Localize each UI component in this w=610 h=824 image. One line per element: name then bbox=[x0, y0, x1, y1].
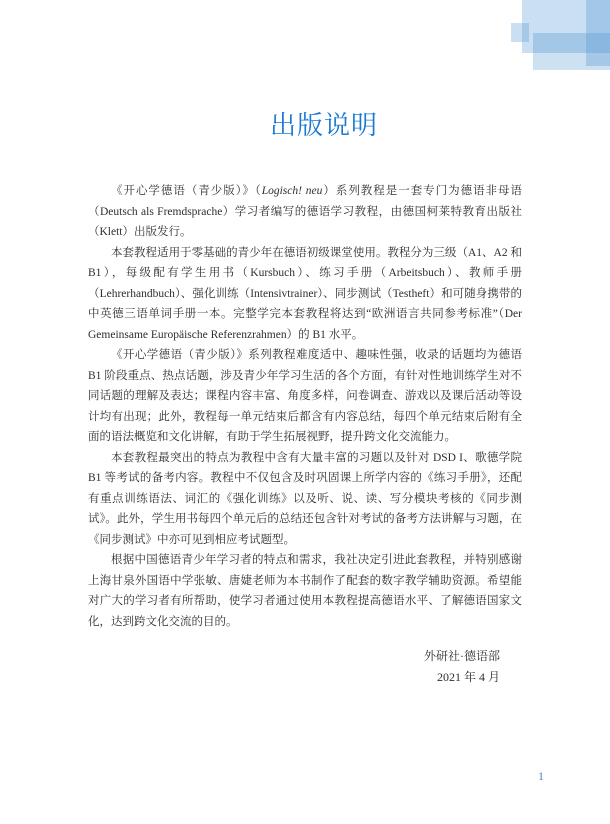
paragraph bbox=[88, 243, 522, 346]
paragraph-text: 根据中国德语青少年学习者的特点和需求，我社决定引进此套教程，并特别感谢上海甘泉外国语中学张敏、唐婕老师为本书制作了配套的数字教学辅助资源。希望能对广大的学习者有所帮助，使学习者通过使用本教程提高德语水平、了解德语国家文化，达到跨文化交流的目的。 bbox=[88, 554, 522, 628]
signature-block bbox=[424, 646, 500, 687]
paragraph-text: 《开心学德语（青少版）》（ bbox=[111, 185, 262, 197]
decoration-square-small bbox=[511, 23, 529, 42]
signature-date: 2021 年 4 月 bbox=[436, 669, 500, 684]
decoration-square-large bbox=[522, 0, 610, 53]
page-number: 1 bbox=[538, 769, 544, 783]
paragraph-text: ）系列教程是一套专门为德语非母语（Deutsch als Fremdsprache）学习者编写的德语学习教程，由德国柯莱特教育出版社（Klett）出版发行。 bbox=[88, 185, 523, 238]
paragraph-text: 本套教程适用于零基础的青少年在德语初级课堂使用。教程分为三级（A1、A2 和 B1），每级配有学生用书（Kursbuch）、练习手册（Arbeitsbuch）、教师手册（Lehrerhandbuch）、强化训练（Intensivtrainer）、同步测试（Testheft）和可随身携带的中英德三语单词手册一本。完整学完本套教程将达到“欧洲语言共同参考标准”（Der Gemeinsame Europäische Referenzrahmen）的 B1 水平。 bbox=[88, 246, 522, 341]
paragraph bbox=[88, 345, 522, 448]
paragraph bbox=[88, 448, 522, 551]
decoration-square-band bbox=[533, 33, 610, 53]
page-title: 出版说明 bbox=[269, 111, 378, 140]
corner-decoration bbox=[0, 0, 610, 90]
decoration-square-lower bbox=[533, 53, 610, 70]
series-title-latin: Logisch! neu bbox=[261, 185, 323, 197]
decoration-square-right bbox=[586, 0, 610, 66]
body-paragraphs bbox=[88, 181, 522, 632]
paragraph-text: 本套教程最突出的特点为教程中含有大量丰富的习题以及针对 DSD I、歌德学院 B1 等考试的备考内容。教程中不仅包含及时巩固课上所学内容的《练习手册》，还配有重点训练语法、词汇的《强化训练》以及听、说、读、写分模块考核的《同步测试》。此外，学生用书每四个单元后的总结还包含针对考试的备考方法讲解与习题，在《同步测试》中亦可见到相应考试题型。 bbox=[88, 451, 522, 546]
signature-organization: 外研社·德语部 bbox=[424, 649, 500, 663]
paragraph bbox=[88, 181, 522, 243]
paragraph-text: 《开心学德语（青少版）》系列教程难度适中、趣味性强，收录的话题均为德语 B1 阶段重点、热点话题，涉及青少年学习生活的各个方面，有针对性地训练学生对不同话题的理解及表达；课程内容丰富、角度多样，问卷调查、游戏以及课后活动等设计均有出现；此外，教程每一单元结束后都含有内容总结，每四个单元结束后附有全面的语法概览和文化讲解，有助于学生拓展视野，提升跨文化交流能力。 bbox=[88, 349, 522, 443]
paragraph bbox=[88, 550, 522, 632]
